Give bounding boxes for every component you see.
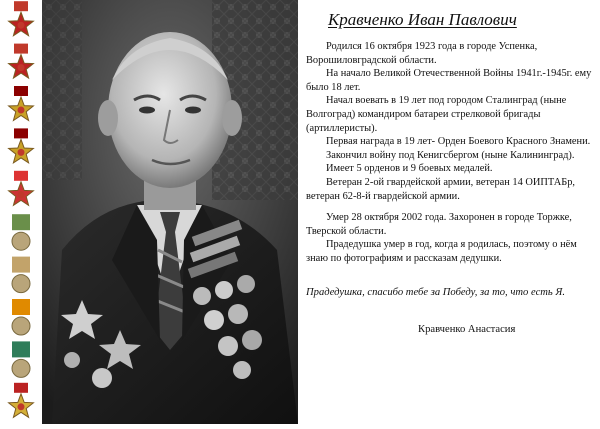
paragraph: Умер 28 октября 2002 года. Захоронен в городе Торжке, Тверской области. — [306, 212, 572, 237]
thanks-line: Прадедушка, спасибо тебе за Победу, за то, что есть Я. — [306, 286, 566, 298]
medal-icon — [12, 257, 30, 293]
patriotic-war-order-icon — [9, 86, 34, 121]
paragraph: Закончил войну под Кенигсбергом (ныне Калининград). — [326, 149, 575, 161]
medal-icon — [12, 299, 30, 335]
portrait-image — [42, 0, 298, 424]
paragraph: Имеет 5 орденов и 9 боевых медалей. — [326, 163, 493, 175]
paragraph: Родился 16 октября 1923 года в городе Успенка, Ворошиловградской области. — [306, 41, 538, 66]
paragraph: Ветеран 2-ой гвардейской армии, ветеран 14 ОИПТАБр, ветеран 62-8-й гвардейской армии. — [306, 176, 576, 202]
ribbon-order-icon — [9, 1, 34, 36]
page-title: Кравченко Иван Павлович — [328, 10, 517, 29]
red-star-order-icon — [9, 44, 34, 79]
biography-text — [306, 6, 594, 335]
biography-paragraphs — [306, 40, 594, 203]
author-signature: Кравченко Анастасия — [418, 323, 516, 335]
medals-strip — [0, 0, 42, 424]
paragraph: Начал воевать в 19 лет под городом Сталинград (ныне Волгоград) командиром батареи стрелковой бригады (артиллеристы). — [306, 95, 567, 134]
paragraph: Прадедушка умер в год, когда я родилась, поэтому о нём знаю по фотографиям и рассказам дедушки. — [306, 239, 577, 264]
medal-icon — [12, 341, 30, 377]
medal-icon — [12, 214, 30, 250]
guards-badge-icon — [9, 383, 34, 418]
memorial-paragraphs — [306, 211, 594, 265]
paragraph: Первая награда в 19 лет- Орден Боевого Красного Знамени. — [326, 136, 591, 148]
medals-column — [0, 0, 42, 424]
veteran-photo — [42, 0, 298, 424]
paragraph: На начало Великой Отечественной Войны 1941г.-1945г. ему было 18 лет. — [306, 68, 592, 93]
red-banner-order-icon — [9, 171, 34, 206]
patriotic-war-order-icon — [9, 128, 34, 163]
